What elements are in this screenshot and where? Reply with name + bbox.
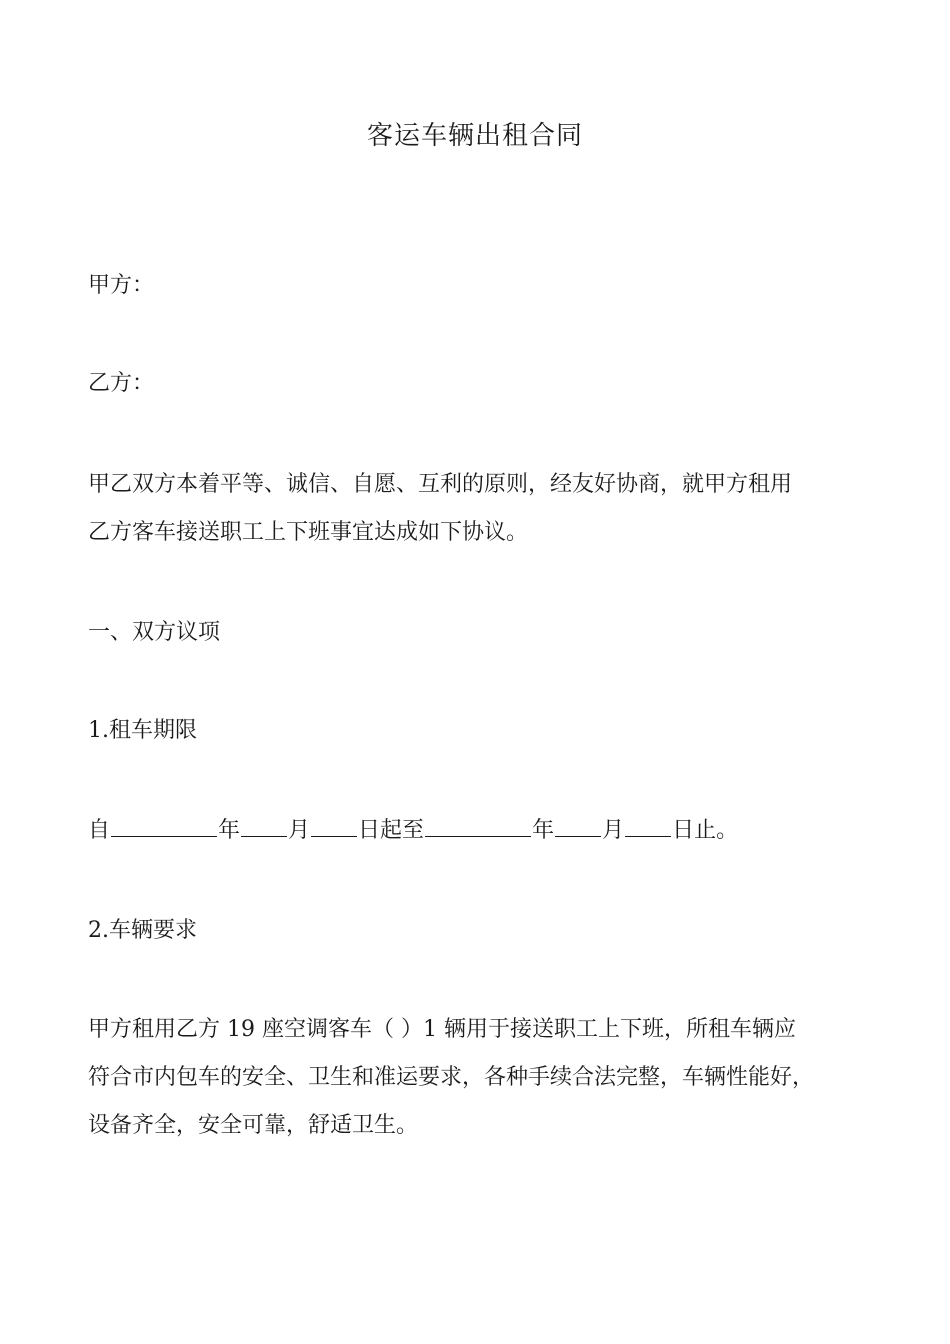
- term-month-1-text: 月: [288, 818, 311, 843]
- party-b-label: 乙方：: [88, 371, 155, 396]
- term-from-text: 自: [88, 818, 111, 843]
- rental-term-line: [88, 807, 888, 855]
- end-month-blank[interactable]: [555, 814, 601, 837]
- end-day-blank[interactable]: [625, 814, 671, 837]
- vehicle-req-line-1: 甲方租用乙方 19 座空调客车（ ）1 辆用于接送职工上下班，所租车辆应: [88, 1017, 796, 1042]
- party-a-label: 甲方：: [88, 273, 155, 298]
- vehicle-req-line-3: 设备齐全，安全可靠，舒适卫生。: [88, 1113, 419, 1138]
- vehicle-requirements-paragraph: [88, 1006, 888, 1150]
- term-year-1-text: 年: [218, 818, 241, 843]
- term-month-2-text: 月: [602, 818, 625, 843]
- item-heading-rental-term: 1.租车期限: [88, 718, 197, 743]
- start-year-blank[interactable]: [111, 814, 217, 837]
- end-year-blank[interactable]: [425, 814, 531, 837]
- term-year-2-text: 年: [532, 818, 555, 843]
- term-day-2-text: 日止。: [672, 818, 739, 843]
- start-day-blank[interactable]: [311, 814, 357, 837]
- vehicle-req-line-2: 符合市内包车的安全、卫生和准运要求，各种手续合法完整，车辆性能好，: [88, 1065, 815, 1090]
- document-title: 客运车辆出租合同: [366, 121, 583, 151]
- intro-line-2: 乙方客车接送职工上下班事宜达成如下协议。: [88, 520, 529, 545]
- intro-paragraph: [88, 461, 888, 557]
- item-heading-vehicle-requirements: 2.车辆要求: [88, 918, 197, 943]
- start-month-blank[interactable]: [241, 814, 287, 837]
- term-day-1-text: 日起至: [358, 818, 425, 843]
- section-heading-1: 一、双方议项: [88, 620, 221, 645]
- intro-line-1: 甲乙双方本着平等、诚信、自愿、互利的原则，经友好协商，就甲方租用: [88, 472, 793, 497]
